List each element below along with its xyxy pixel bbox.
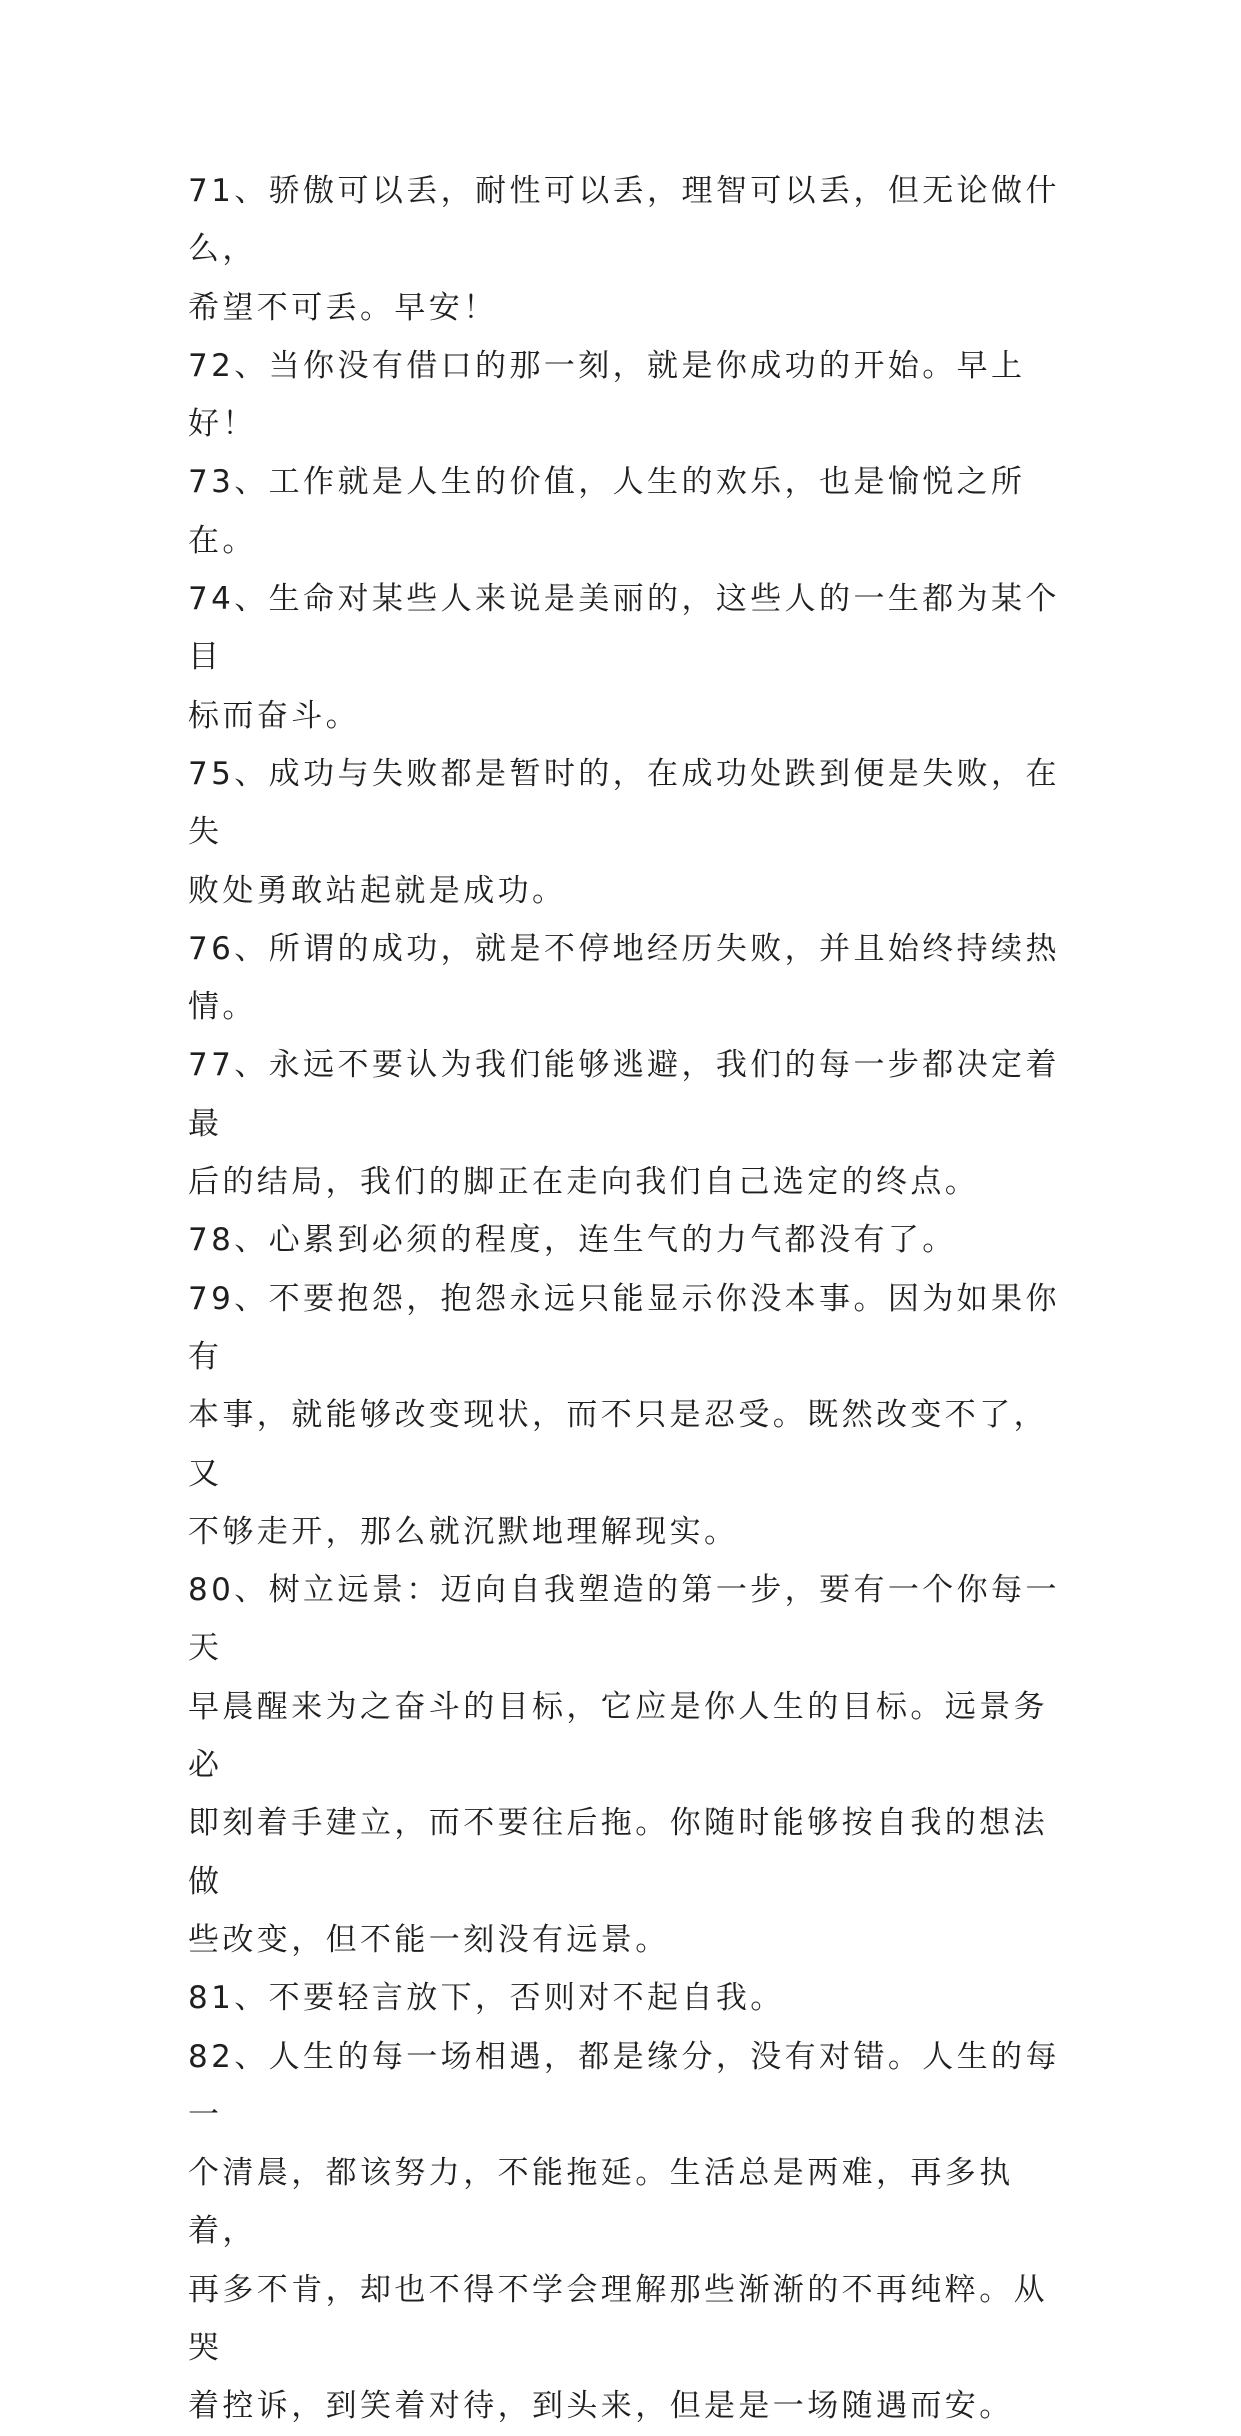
text-line: 76、所谓的成功，就是不停地经历失败，并且始终持续热情。 bbox=[188, 930, 1060, 1026]
paragraph-78 bbox=[188, 1211, 1078, 1269]
text-line: 79、不要抱怨，抱怨永远只能显示你没本事。因为如果你有 bbox=[188, 1280, 1060, 1375]
paragraph-73 bbox=[188, 453, 1078, 570]
paragraph-80 bbox=[188, 1561, 1078, 1969]
text-line: 78、心累到必须的程度，连生气的力气都没有了。 bbox=[188, 1222, 957, 1259]
paragraph-72 bbox=[188, 337, 1078, 454]
text-line: 73、工作就是人生的价值，人生的欢乐，也是愉悦之所在。 bbox=[188, 464, 1026, 559]
paragraph-75 bbox=[188, 745, 1078, 920]
paragraph-79 bbox=[188, 1270, 1078, 1561]
text-line: 即刻着手建立，而不要往后拖。你随时能够按自我的想法做 bbox=[188, 1805, 1048, 1900]
text-line: 74、生命对某些人来说是美丽的，这些人的一生都为某个目 bbox=[188, 581, 1060, 676]
text-line: 些改变，但不能一刻没有远景。 bbox=[188, 1921, 670, 1958]
text-line: 71、骄傲可以丢，耐性可以丢，理智可以丢，但无论做什么， bbox=[188, 173, 1060, 268]
text-line: 希望不可丢。早安！ bbox=[188, 289, 498, 326]
text-line: 败处勇敢站起就是成功。 bbox=[188, 872, 567, 909]
text-line: 后的结局，我们的脚正在走向我们自己选定的终点。 bbox=[188, 1164, 980, 1201]
paragraph-77 bbox=[188, 1036, 1078, 1211]
text-line: 75、成功与失败都是暂时的，在成功处跌到便是失败，在失 bbox=[188, 755, 1060, 851]
text-line: 72、当你没有借口的那一刻，就是你成功的开始。早上好！ bbox=[188, 347, 1026, 443]
text-line: 标而奋斗。 bbox=[188, 697, 360, 734]
text-line: 早晨醒来为之奋斗的目标，它应是你人生的目标。远景务必 bbox=[188, 1688, 1048, 1784]
text-line: 着控诉，到笑着对待，到头来，但是是一场随遇而安。 bbox=[188, 2388, 1014, 2425]
paragraph-71 bbox=[188, 162, 1078, 337]
text-line: 本事，就能够改变现状，而不只是忍受。既然改变不了，又 bbox=[188, 1397, 1048, 1492]
paragraph-76 bbox=[188, 920, 1078, 1037]
text-line: 81、不要轻言放下，否则对不起自我。 bbox=[188, 1980, 785, 2017]
text-line: 个清晨，都该努力，不能拖延。生活总是两难，再多执着， bbox=[188, 2155, 1014, 2250]
text-line: 再多不肯，却也不得不学会理解那些渐渐的不再纯粹。从哭 bbox=[188, 2271, 1048, 2366]
paragraph-81 bbox=[188, 1969, 1078, 2027]
text-line: 82、人生的每一场相遇，都是缘分，没有对错。人生的每一 bbox=[188, 2038, 1060, 2133]
text-line: 77、永远不要认为我们能够逃避，我们的每一步都决定着最 bbox=[188, 1047, 1060, 1142]
paragraph-74 bbox=[188, 570, 1078, 745]
paragraph-82 bbox=[188, 2028, 1078, 2436]
text-line: 80、树立远景：迈向自我塑造的第一步，要有一个你每一天 bbox=[188, 1572, 1060, 1667]
text-line: 不够走开，那么就沉默地理解现实。 bbox=[188, 1513, 739, 1550]
document-body bbox=[188, 162, 1078, 2436]
